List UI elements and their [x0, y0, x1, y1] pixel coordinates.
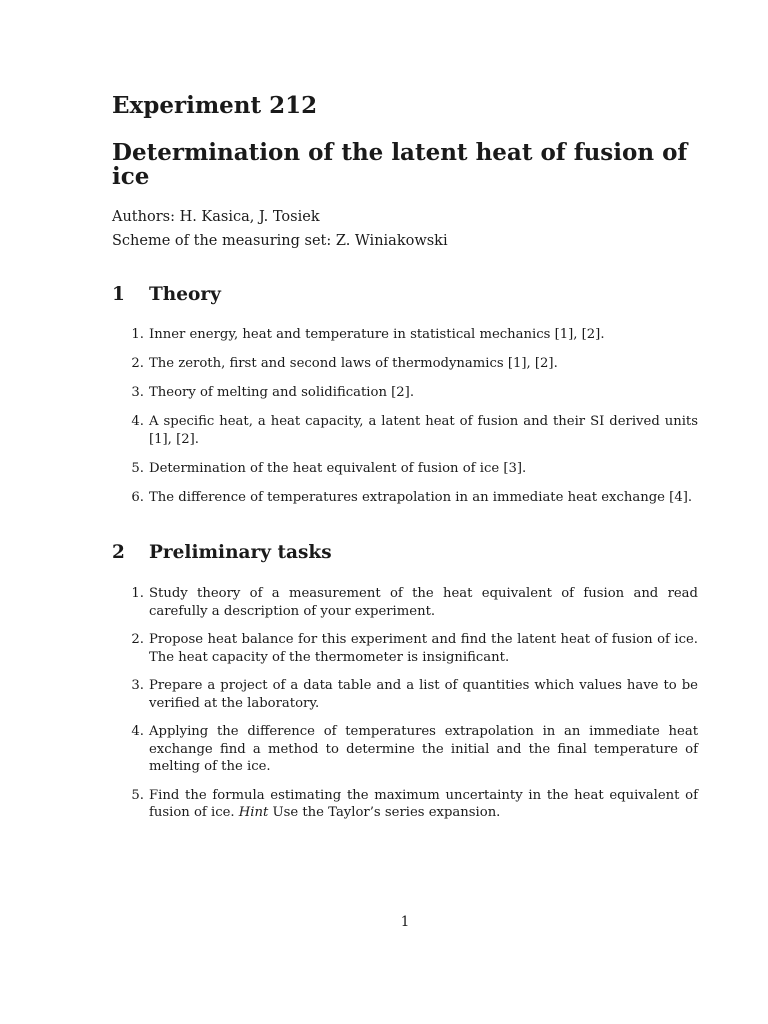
- section-title: Theory: [149, 284, 221, 305]
- list-marker: 4.: [131, 724, 144, 739]
- list-item-text: Study theory of a measurement of the heat equivalent of fusion and read carefully a description of your experiment.: [149, 586, 698, 619]
- preliminary-tasks-list: [112, 585, 698, 833]
- experiment-title: Experiment 212: [112, 92, 318, 119]
- list-item: [112, 326, 698, 344]
- list-item: [112, 384, 698, 402]
- list-item-text: The zeroth, first and second laws of thermodynamics [1], [2].: [149, 356, 558, 371]
- list-item: [112, 460, 698, 478]
- section-number: 2: [112, 542, 125, 563]
- list-item: [112, 677, 698, 712]
- list-item-text: A specific heat, a heat capacity, a latent heat of fusion and their SI derived units [1], [2].: [149, 414, 698, 447]
- document-title: Determination of the latent heat of fusion of ice: [112, 139, 688, 190]
- list-marker: 3.: [131, 678, 144, 693]
- page-number: 1: [400, 914, 410, 930]
- list-item: [112, 489, 698, 507]
- list-item: [112, 723, 698, 776]
- list-item: [112, 355, 698, 373]
- section-heading-preliminary-tasks: [112, 541, 332, 565]
- list-marker: 5.: [131, 460, 144, 476]
- list-item: [112, 787, 698, 822]
- scheme-line: Scheme of the measuring set: Z. Winiakowski: [112, 233, 448, 249]
- list-marker: 6.: [131, 489, 144, 505]
- list-item: [112, 413, 698, 448]
- list-item-text: Inner energy, heat and temperature in statistical mechanics [1], [2].: [149, 327, 605, 342]
- section-title: Preliminary tasks: [149, 542, 332, 563]
- list-item-text-before: Find the formula estimating the maximum uncertainty in the heat equivalent of fusion of ice.: [149, 787, 698, 820]
- list-item-text: The difference of temperatures extrapolation in an immediate heat exchange [4].: [149, 489, 693, 505]
- list-item: [112, 631, 698, 666]
- hint-label: Hint: [238, 805, 269, 820]
- list-item-text: Applying the difference of temperatures extrapolation in an immediate heat exchange find a method to determine the initial and the final temperature of melting of the ice.: [149, 724, 698, 774]
- list-marker: 2.: [131, 632, 144, 647]
- list-marker: 1.: [131, 586, 144, 601]
- list-marker: 1.: [131, 327, 144, 342]
- list-marker: 3.: [131, 385, 144, 400]
- authors-line: Authors: H. Kasica, J. Tosiek: [112, 209, 320, 225]
- list-item-text-after: Use the Taylor’s series expansion.: [268, 805, 501, 820]
- list-marker: 2.: [131, 356, 144, 371]
- list-marker: 5.: [131, 787, 144, 803]
- list-item-text: Prepare a project of a data table and a list of quantities which values have to be verified at the laboratory.: [149, 678, 698, 711]
- theory-list: [112, 326, 698, 518]
- list-marker: 4.: [131, 414, 144, 429]
- section-heading-theory: [112, 283, 221, 307]
- list-item: [112, 585, 698, 620]
- section-number: 1: [112, 284, 125, 305]
- list-item-text: Determination of the heat equivalent of fusion of ice [3].: [149, 460, 527, 476]
- list-item-text: Propose heat balance for this experiment and find the latent heat of fusion of ice. The heat capacity of the thermometer is insignificant.: [149, 632, 698, 665]
- list-item-text: [149, 788, 698, 821]
- list-item-text: Theory of melting and solidification [2].: [149, 385, 415, 400]
